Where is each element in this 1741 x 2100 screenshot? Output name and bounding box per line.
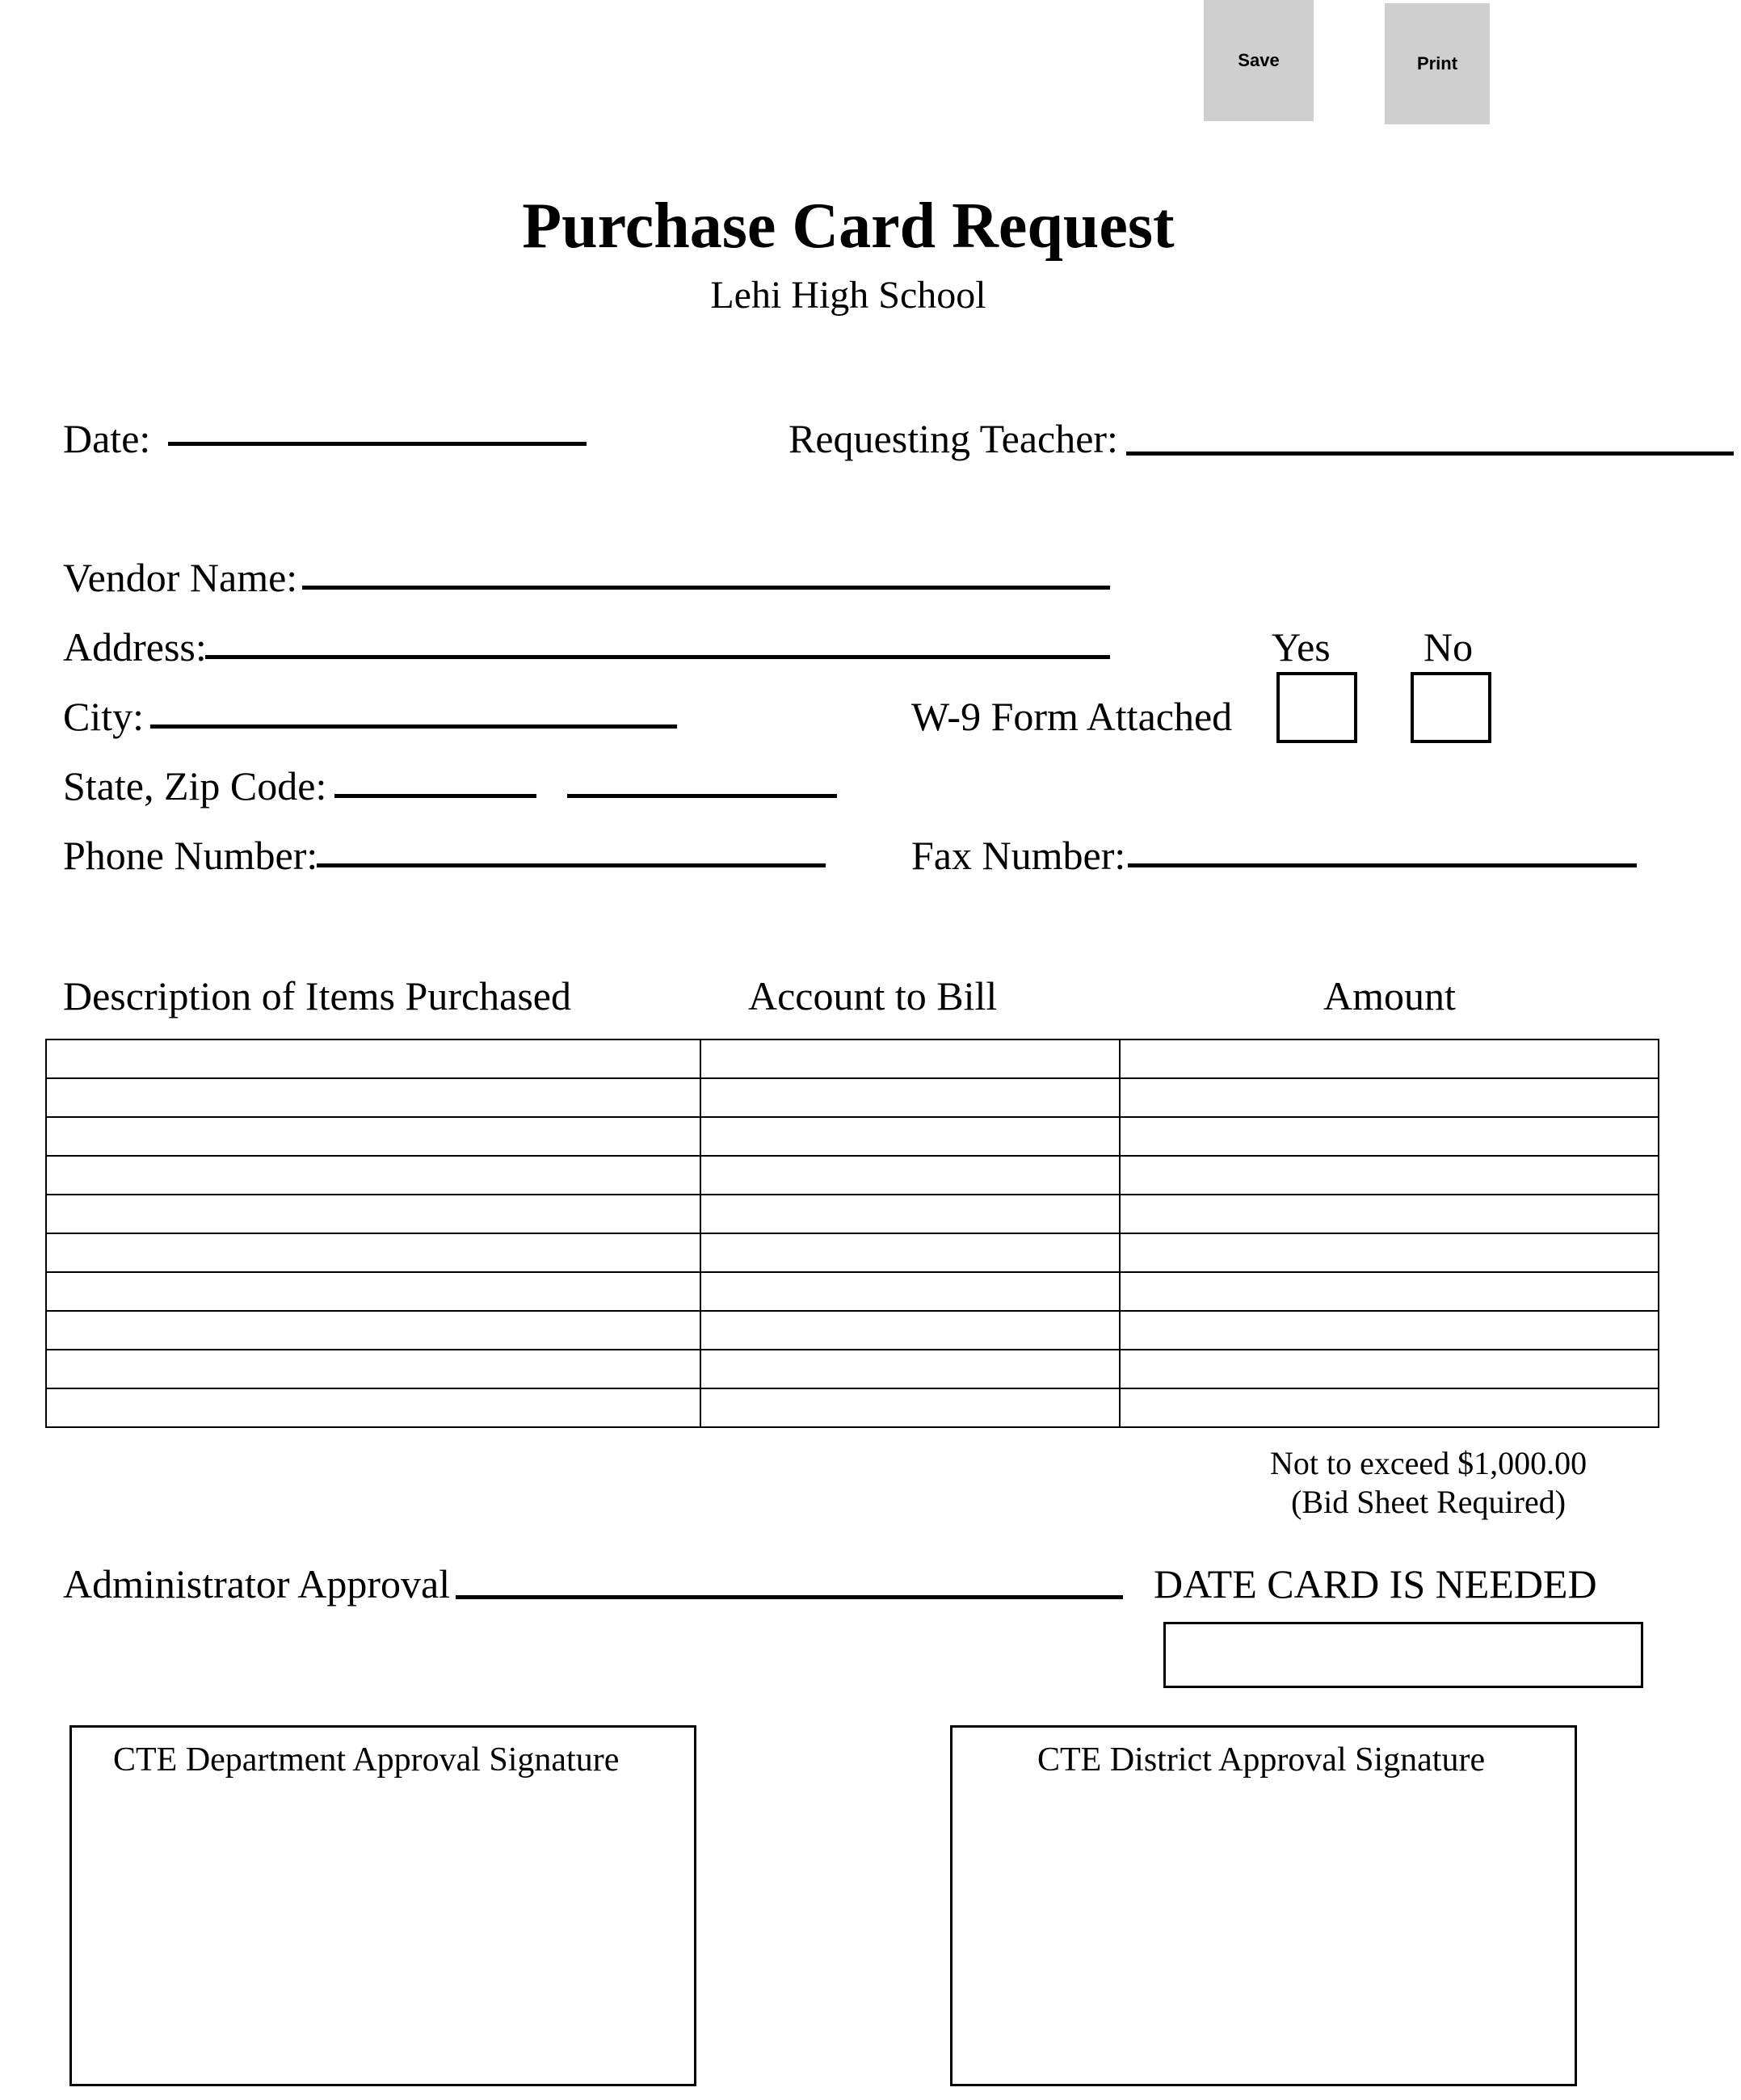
vendor-name-label: Vendor Name:	[63, 555, 298, 600]
account-cell[interactable]	[700, 1350, 1120, 1388]
amount-cell[interactable]	[1120, 1388, 1659, 1427]
administrator-approval-label: Administrator Approval	[63, 1561, 451, 1606]
account-cell[interactable]	[700, 1233, 1120, 1272]
save-button[interactable]: Save	[1204, 0, 1314, 121]
account-cell[interactable]	[700, 1311, 1120, 1350]
table-row	[46, 1311, 1659, 1350]
zip-code-field[interactable]	[567, 794, 837, 798]
account-cell[interactable]	[700, 1078, 1120, 1117]
date-label: Date:	[63, 416, 151, 461]
state-field[interactable]	[334, 794, 536, 798]
requesting-teacher-label: Requesting Teacher:	[788, 416, 1118, 461]
description-cell[interactable]	[46, 1272, 700, 1311]
amount-cell[interactable]	[1120, 1350, 1659, 1388]
table-row	[46, 1117, 1659, 1156]
amount-cell[interactable]	[1120, 1311, 1659, 1350]
account-column-header: Account to Bill	[748, 973, 998, 1018]
amount-cell[interactable]	[1120, 1195, 1659, 1233]
w9-yes-label: Yes	[1272, 624, 1331, 670]
fax-number-field[interactable]	[1128, 863, 1637, 867]
account-cell[interactable]	[700, 1117, 1120, 1156]
description-cell[interactable]	[46, 1040, 700, 1078]
state-zip-label: State, Zip Code:	[63, 763, 327, 808]
cte-district-signature-box[interactable]	[950, 1725, 1577, 2086]
date-field[interactable]	[168, 442, 587, 446]
description-cell[interactable]	[46, 1350, 700, 1388]
w9-yes-checkbox[interactable]	[1276, 672, 1357, 743]
description-cell[interactable]	[46, 1195, 700, 1233]
w9-no-checkbox[interactable]	[1411, 672, 1491, 743]
table-row	[46, 1388, 1659, 1427]
table-row	[46, 1233, 1659, 1272]
description-cell[interactable]	[46, 1311, 700, 1350]
items-table	[45, 1039, 1659, 1428]
description-cell[interactable]	[46, 1078, 700, 1117]
description-cell[interactable]	[46, 1233, 700, 1272]
limit-note-line1: Not to exceed $1,000.00	[1270, 1445, 1588, 1481]
limit-note-line2: (Bid Sheet Required)	[1291, 1484, 1566, 1520]
description-cell[interactable]	[46, 1388, 700, 1427]
description-cell[interactable]	[46, 1156, 700, 1195]
amount-cell[interactable]	[1120, 1233, 1659, 1272]
amount-column-header: Amount	[1323, 973, 1456, 1018]
vendor-name-field[interactable]	[302, 586, 1110, 590]
table-row	[46, 1195, 1659, 1233]
date-card-needed-label: DATE CARD IS NEEDED	[1154, 1561, 1597, 1606]
limit-note	[1270, 1444, 1587, 1522]
phone-number-label: Phone Number:	[63, 833, 318, 878]
city-field[interactable]	[150, 724, 677, 729]
amount-cell[interactable]	[1120, 1156, 1659, 1195]
fax-number-label: Fax Number:	[911, 833, 1126, 878]
phone-number-field[interactable]	[317, 863, 826, 867]
table-row	[46, 1078, 1659, 1117]
page-title: Purchase Card Request	[522, 191, 1175, 262]
account-cell[interactable]	[700, 1040, 1120, 1078]
date-card-needed-field[interactable]	[1163, 1622, 1643, 1688]
amount-cell[interactable]	[1120, 1272, 1659, 1311]
requesting-teacher-field[interactable]	[1126, 452, 1734, 456]
city-label: City:	[63, 694, 145, 739]
school-name: Lehi High School	[710, 274, 986, 317]
amount-cell[interactable]	[1120, 1078, 1659, 1117]
table-row	[46, 1156, 1659, 1195]
amount-cell[interactable]	[1120, 1040, 1659, 1078]
account-cell[interactable]	[700, 1272, 1120, 1311]
table-row	[46, 1040, 1659, 1078]
w9-no-label: No	[1423, 624, 1474, 670]
w9-form-label: W-9 Form Attached	[911, 694, 1233, 739]
address-label: Address:	[63, 624, 207, 670]
administrator-approval-field[interactable]	[456, 1595, 1123, 1599]
description-cell[interactable]	[46, 1117, 700, 1156]
cte-district-signature-label: CTE District Approval Signature	[1037, 1741, 1486, 1779]
description-column-header: Description of Items Purchased	[63, 973, 572, 1018]
account-cell[interactable]	[700, 1388, 1120, 1427]
address-field[interactable]	[205, 655, 1110, 659]
account-cell[interactable]	[700, 1195, 1120, 1233]
amount-cell[interactable]	[1120, 1117, 1659, 1156]
table-row	[46, 1350, 1659, 1388]
account-cell[interactable]	[700, 1156, 1120, 1195]
cte-department-signature-box[interactable]	[69, 1725, 696, 2086]
cte-department-signature-label: CTE Department Approval Signature	[113, 1741, 620, 1779]
table-row	[46, 1272, 1659, 1311]
print-button[interactable]: Print	[1385, 3, 1490, 124]
